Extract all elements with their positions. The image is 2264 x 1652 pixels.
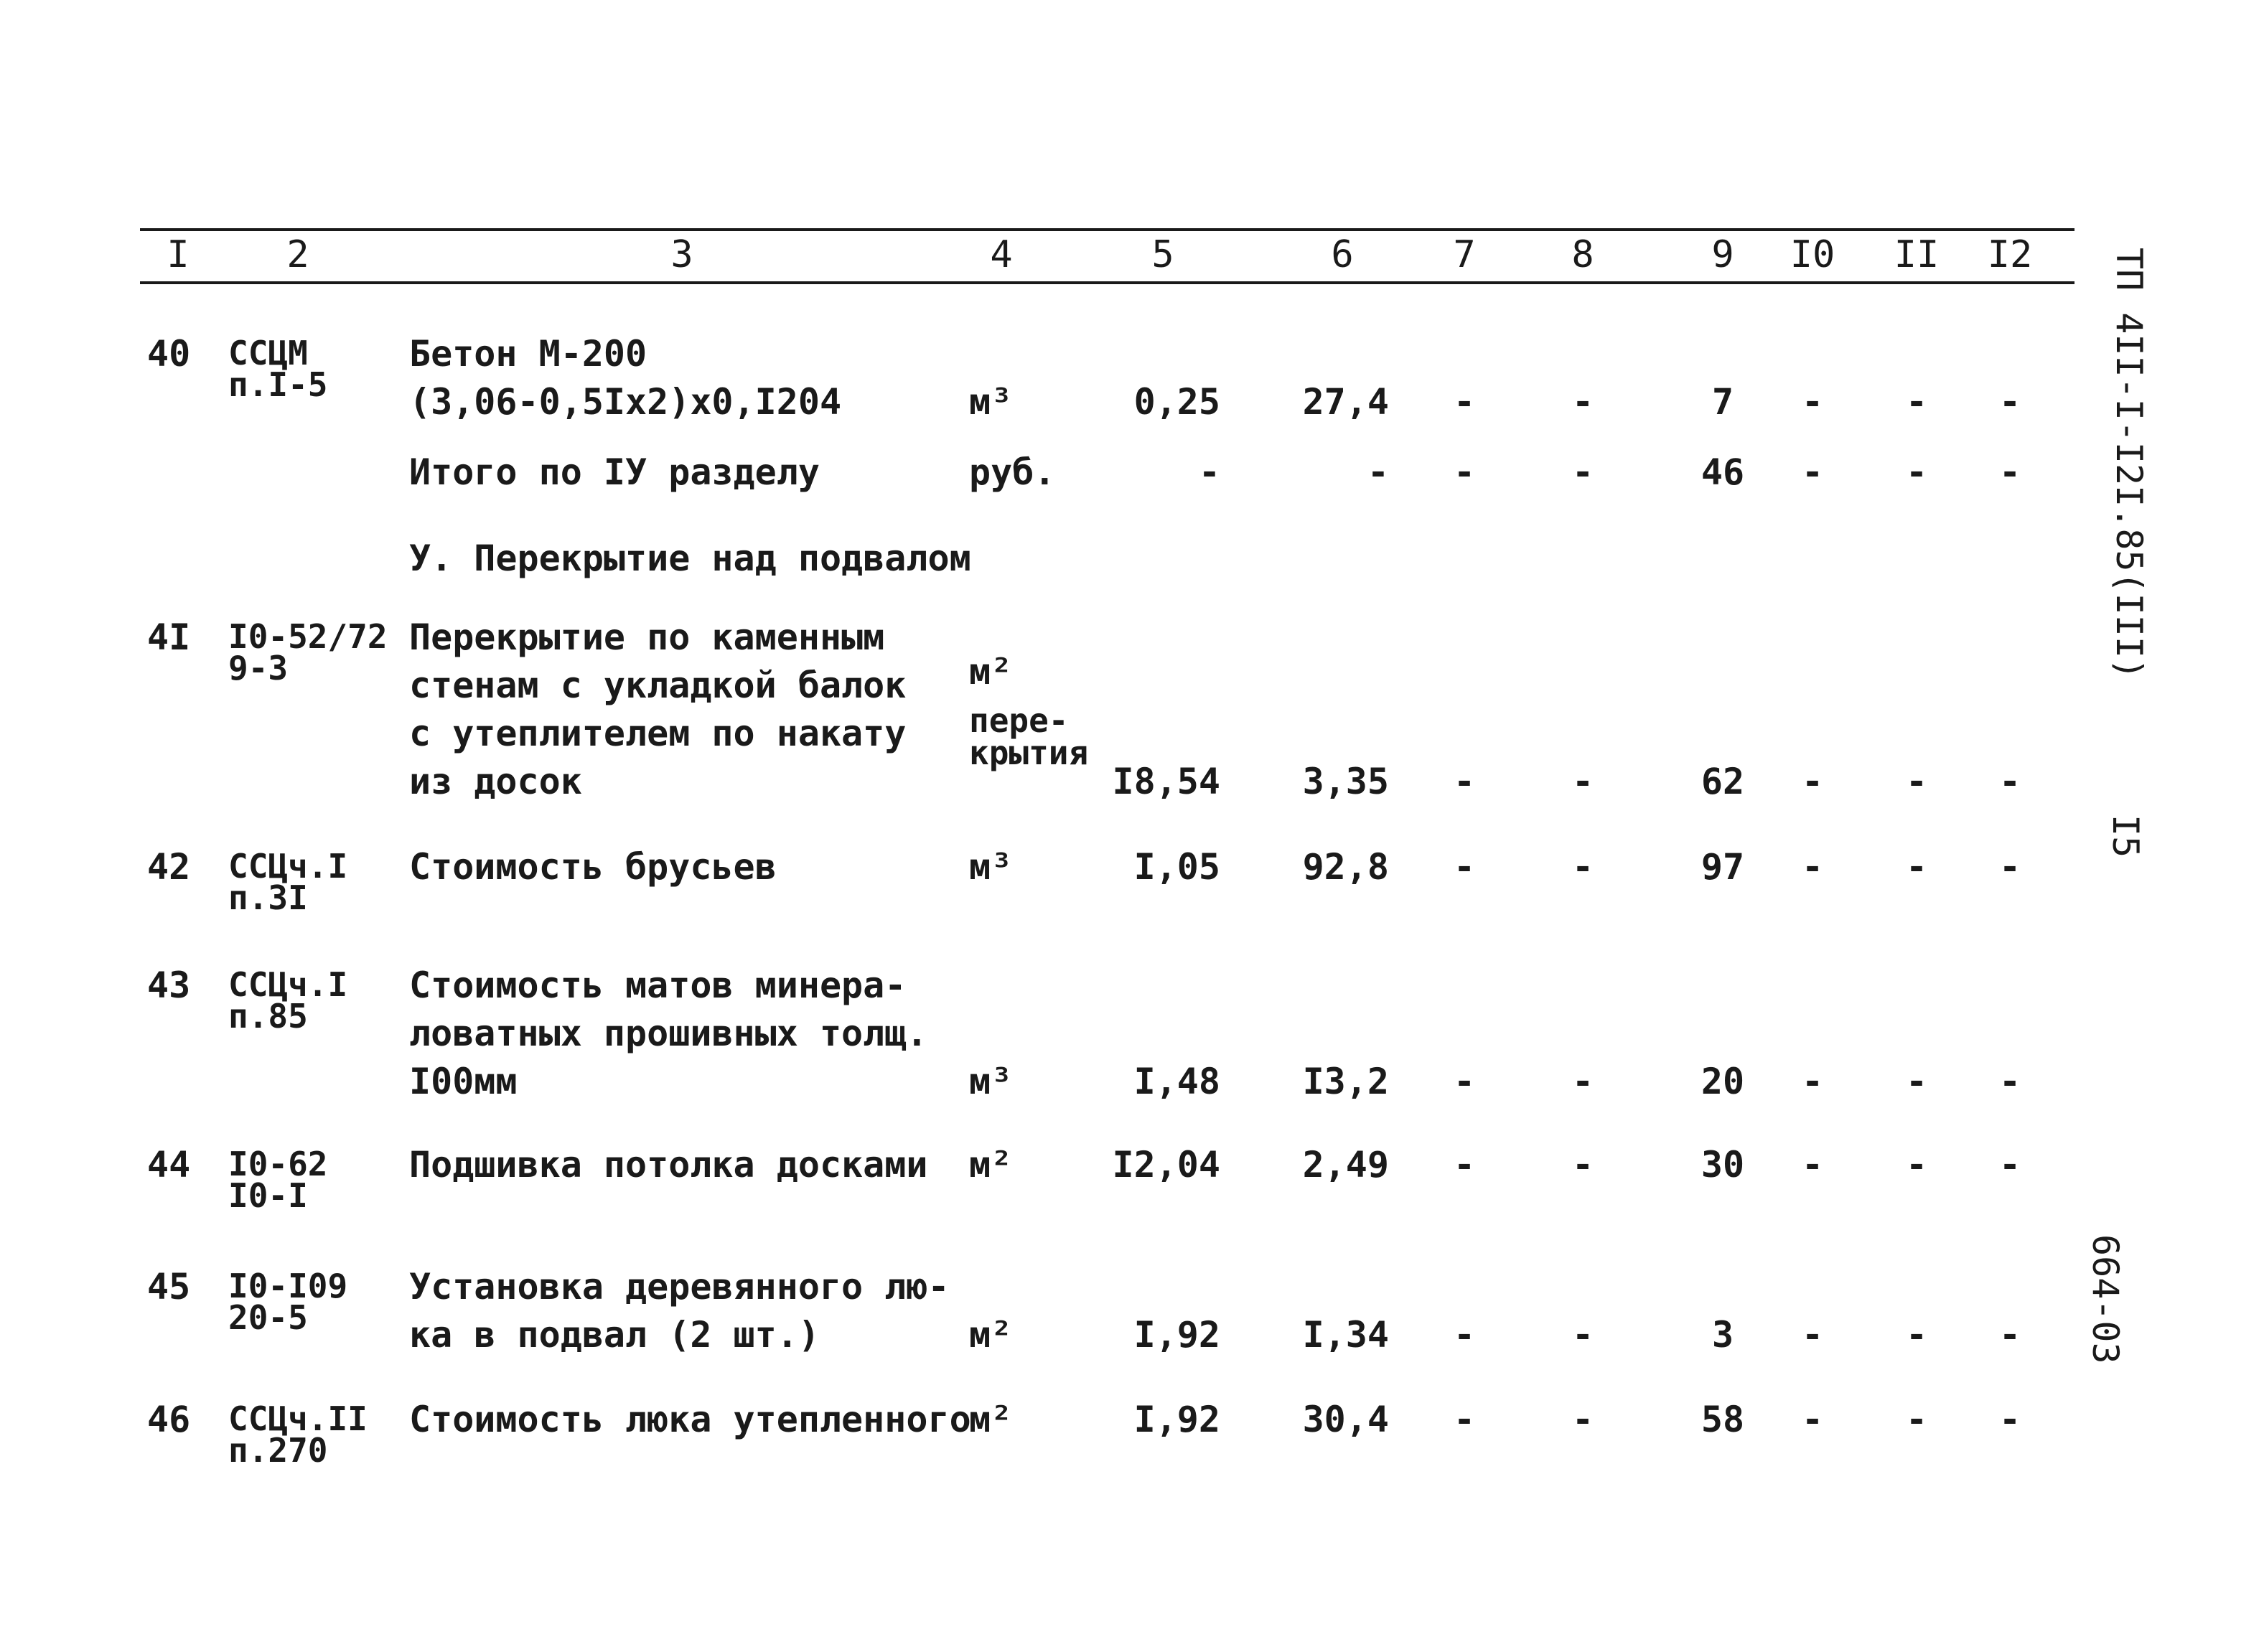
row-col-7: - xyxy=(1453,761,1476,802)
row-code: п.85 xyxy=(228,997,308,1036)
row-code: ССЦч.I xyxy=(228,847,348,886)
row-description: ка в подвал (2 шт.) xyxy=(409,1314,820,1356)
row-code: ССЦМ xyxy=(228,334,308,372)
row-col-11: - xyxy=(1905,381,1928,423)
row-description: Перекрытие по каменным xyxy=(409,616,885,658)
row-col-9: 46 xyxy=(1701,451,1745,493)
table-top-rule xyxy=(140,228,2074,231)
row-col-7: - xyxy=(1453,1061,1476,1102)
row-description: из досок xyxy=(409,761,582,802)
row-col-10: - xyxy=(1801,1314,1824,1356)
row-col-12: - xyxy=(1998,381,2021,423)
row-col-12: - xyxy=(1998,1061,2021,1102)
row-col-12: - xyxy=(1998,1399,2021,1440)
header-col-9: 9 xyxy=(1711,233,1734,276)
row-col-7: - xyxy=(1453,381,1476,423)
row-number: 4I xyxy=(147,616,191,658)
row-col-10: - xyxy=(1801,1144,1824,1186)
row-code: I0-62 xyxy=(228,1145,328,1183)
row-col-5: I8,54 xyxy=(1112,761,1220,802)
row-col-6: - xyxy=(1367,451,1389,493)
row-col-7: - xyxy=(1453,1399,1476,1440)
row-col-12: - xyxy=(1998,1144,2021,1186)
row-col-6: 2,49 xyxy=(1302,1144,1389,1186)
row-col-6: I,34 xyxy=(1302,1314,1389,1356)
row-unit: м³ xyxy=(969,846,1013,888)
table-header-rule xyxy=(140,281,2074,284)
header-col-11: II xyxy=(1894,233,1940,276)
row-col-5: I2,04 xyxy=(1112,1144,1220,1186)
header-col-5: 5 xyxy=(1151,233,1174,276)
row-col-11: - xyxy=(1905,451,1928,493)
header-col-12: I2 xyxy=(1987,233,2033,276)
row-col-5: - xyxy=(1198,451,1220,493)
row-number: 45 xyxy=(147,1266,191,1308)
row-col-8: - xyxy=(1571,1061,1594,1102)
header-col-3: 3 xyxy=(670,233,693,276)
row-col-10: - xyxy=(1801,846,1824,888)
row-code: п.I-5 xyxy=(228,365,328,404)
header-col-7: 7 xyxy=(1453,233,1476,276)
row-col-11: - xyxy=(1905,1144,1928,1186)
row-description: Итого по IУ разделу xyxy=(409,451,820,493)
row-number: 40 xyxy=(147,333,191,375)
row-col-12: - xyxy=(1998,1314,2021,1356)
document-id: ТП 4II-I-I2I.85(III) xyxy=(2108,248,2150,680)
row-number: 46 xyxy=(147,1399,191,1440)
row-col-9: 30 xyxy=(1701,1144,1745,1186)
header-col-1: I xyxy=(167,233,190,276)
row-unit-extra: пере- xyxy=(969,701,1069,740)
row-description: Установка деревянного лю- xyxy=(409,1266,950,1308)
row-col-5: I,92 xyxy=(1133,1399,1220,1440)
row-col-10: - xyxy=(1801,381,1824,423)
row-description: Стоимость брусьев xyxy=(409,846,777,888)
row-col-5: 0,25 xyxy=(1133,381,1220,423)
row-col-8: - xyxy=(1571,761,1594,802)
row-description: ловатных прошивных толщ. xyxy=(409,1013,928,1054)
row-code: I0-52/72 xyxy=(228,617,388,656)
row-col-11: - xyxy=(1905,1061,1928,1102)
row-col-5: I,05 xyxy=(1133,846,1220,888)
row-col-8: - xyxy=(1571,1399,1594,1440)
row-col-9: 7 xyxy=(1711,381,1734,423)
row-code: I0-I xyxy=(228,1176,308,1215)
row-unit: м² xyxy=(969,1314,1013,1356)
row-col-9: 3 xyxy=(1711,1314,1734,1356)
row-col-7: - xyxy=(1453,1144,1476,1186)
row-col-5: I,92 xyxy=(1133,1314,1220,1356)
row-code: I0-I09 xyxy=(228,1267,348,1305)
row-col-6: 30,4 xyxy=(1302,1399,1389,1440)
row-col-9: 20 xyxy=(1701,1061,1745,1102)
row-col-9: 97 xyxy=(1701,846,1745,888)
row-col-11: - xyxy=(1905,761,1928,802)
row-description: Бетон М-200 xyxy=(409,333,647,375)
row-col-6: 92,8 xyxy=(1302,846,1389,888)
row-col-8: - xyxy=(1571,1314,1594,1356)
row-number: 44 xyxy=(147,1144,191,1186)
row-description: Стоимость люка утепленного xyxy=(409,1399,971,1440)
row-col-6: 27,4 xyxy=(1302,381,1389,423)
row-code: ССЦч.I xyxy=(228,965,348,1004)
row-unit: м² xyxy=(969,1399,1013,1440)
row-col-12: - xyxy=(1998,846,2021,888)
row-col-8: - xyxy=(1571,1144,1594,1186)
row-col-8: - xyxy=(1571,381,1594,423)
row-col-10: - xyxy=(1801,1061,1824,1102)
row-unit: м³ xyxy=(969,1061,1013,1102)
row-col-12: - xyxy=(1998,451,2021,493)
row-description: I00мм xyxy=(409,1061,518,1102)
row-unit: м³ xyxy=(969,381,1013,423)
row-unit: руб. xyxy=(969,451,1056,493)
row-col-6: I3,2 xyxy=(1302,1061,1389,1102)
row-col-5: I,48 xyxy=(1133,1061,1220,1102)
row-description: с утеплителем по накату xyxy=(409,713,907,754)
row-col-8: - xyxy=(1571,451,1594,493)
row-col-6: 3,35 xyxy=(1302,761,1389,802)
row-col-10: - xyxy=(1801,1399,1824,1440)
row-code: 20-5 xyxy=(228,1298,308,1337)
page-number: I5 xyxy=(2105,815,2146,858)
row-col-10: - xyxy=(1801,761,1824,802)
row-description: (3,06-0,5Iх2)х0,I204 xyxy=(409,381,842,423)
row-number: 43 xyxy=(147,965,191,1006)
row-code: ССЦч.II xyxy=(228,1399,368,1438)
header-col-8: 8 xyxy=(1571,233,1594,276)
sheet-code: 664-03 xyxy=(2085,1234,2126,1364)
header-col-2: 2 xyxy=(286,233,309,276)
row-col-9: 58 xyxy=(1701,1399,1745,1440)
row-number: 42 xyxy=(147,846,191,888)
section-heading: У. Перекрытие над подвалом xyxy=(409,538,971,579)
row-col-11: - xyxy=(1905,846,1928,888)
header-col-6: 6 xyxy=(1331,233,1354,276)
header-col-4: 4 xyxy=(990,233,1013,276)
row-col-10: - xyxy=(1801,451,1824,493)
row-col-7: - xyxy=(1453,451,1476,493)
row-description: Стоимость матов минера- xyxy=(409,965,907,1006)
row-unit: м² xyxy=(969,1144,1013,1186)
row-code: п.270 xyxy=(228,1431,328,1470)
row-code: 9-3 xyxy=(228,649,289,687)
row-col-12: - xyxy=(1998,761,2021,802)
row-col-7: - xyxy=(1453,1314,1476,1356)
header-col-10: I0 xyxy=(1790,233,1835,276)
row-col-9: 62 xyxy=(1701,761,1745,802)
row-col-11: - xyxy=(1905,1314,1928,1356)
row-description: Подшивка потолка досками xyxy=(409,1144,928,1186)
row-unit-extra: крытия xyxy=(969,733,1089,772)
row-unit: м² xyxy=(969,651,1013,693)
row-code: п.3I xyxy=(228,878,308,917)
row-description: стенам с укладкой балок xyxy=(409,665,907,706)
row-col-7: - xyxy=(1453,846,1476,888)
row-col-8: - xyxy=(1571,846,1594,888)
row-col-11: - xyxy=(1905,1399,1928,1440)
